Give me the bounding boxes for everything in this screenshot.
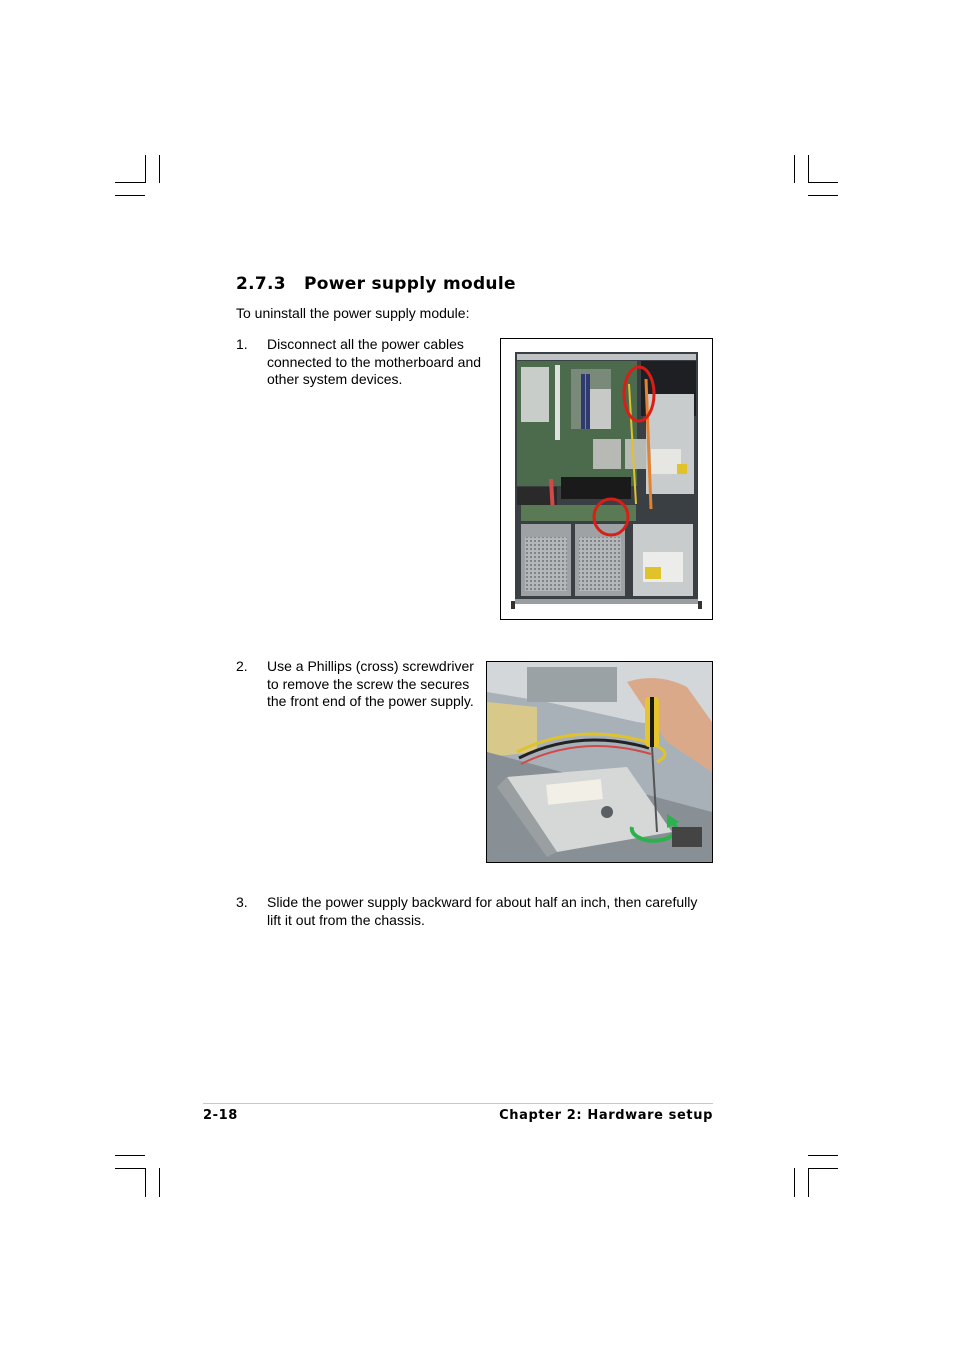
step-text: Disconnect all the power cables connected to the motherboard and other system devices. bbox=[267, 336, 482, 387]
crop-mark bbox=[115, 182, 145, 183]
crop-mark bbox=[115, 1155, 145, 1156]
step-number: 3. bbox=[236, 894, 248, 910]
crop-mark bbox=[808, 1155, 838, 1156]
crop-mark bbox=[808, 1168, 809, 1197]
section-number: 2.7.3 bbox=[236, 274, 286, 294]
crop-mark bbox=[808, 195, 838, 196]
section-title: Power supply module bbox=[304, 274, 516, 294]
crop-mark bbox=[794, 1168, 795, 1197]
step-text: Use a Phillips (cross) screwdriver to remove the screw the secures the front end of the power supply. bbox=[267, 658, 474, 709]
crop-mark bbox=[159, 1168, 160, 1197]
crop-mark bbox=[145, 155, 146, 183]
step-1 bbox=[236, 336, 494, 389]
crop-mark bbox=[808, 182, 838, 183]
step-number: 1. bbox=[236, 336, 248, 352]
step-2 bbox=[236, 658, 480, 711]
section-heading bbox=[236, 274, 516, 294]
screwdriver-figure bbox=[486, 661, 713, 863]
step-number: 2. bbox=[236, 658, 248, 674]
chassis-top-view-illustration bbox=[501, 339, 712, 619]
intro-text: To uninstall the power supply module: bbox=[236, 305, 470, 321]
step-text: Slide the power supply backward for about half an inch, then carefully lift it out from the chassis. bbox=[267, 894, 698, 928]
crop-mark bbox=[115, 195, 145, 196]
chassis-top-view-figure bbox=[500, 338, 713, 620]
step-3 bbox=[236, 894, 714, 929]
crop-mark bbox=[808, 1168, 838, 1169]
crop-mark bbox=[145, 1168, 146, 1197]
chapter-title: Chapter 2: Hardware setup bbox=[499, 1108, 713, 1123]
crop-mark bbox=[808, 155, 809, 183]
footer-rule bbox=[203, 1103, 713, 1104]
crop-mark bbox=[159, 155, 160, 183]
crop-mark bbox=[115, 1168, 145, 1169]
screwdriver-illustration bbox=[487, 662, 712, 862]
page-number: 2-18 bbox=[203, 1108, 238, 1123]
crop-mark bbox=[794, 155, 795, 183]
